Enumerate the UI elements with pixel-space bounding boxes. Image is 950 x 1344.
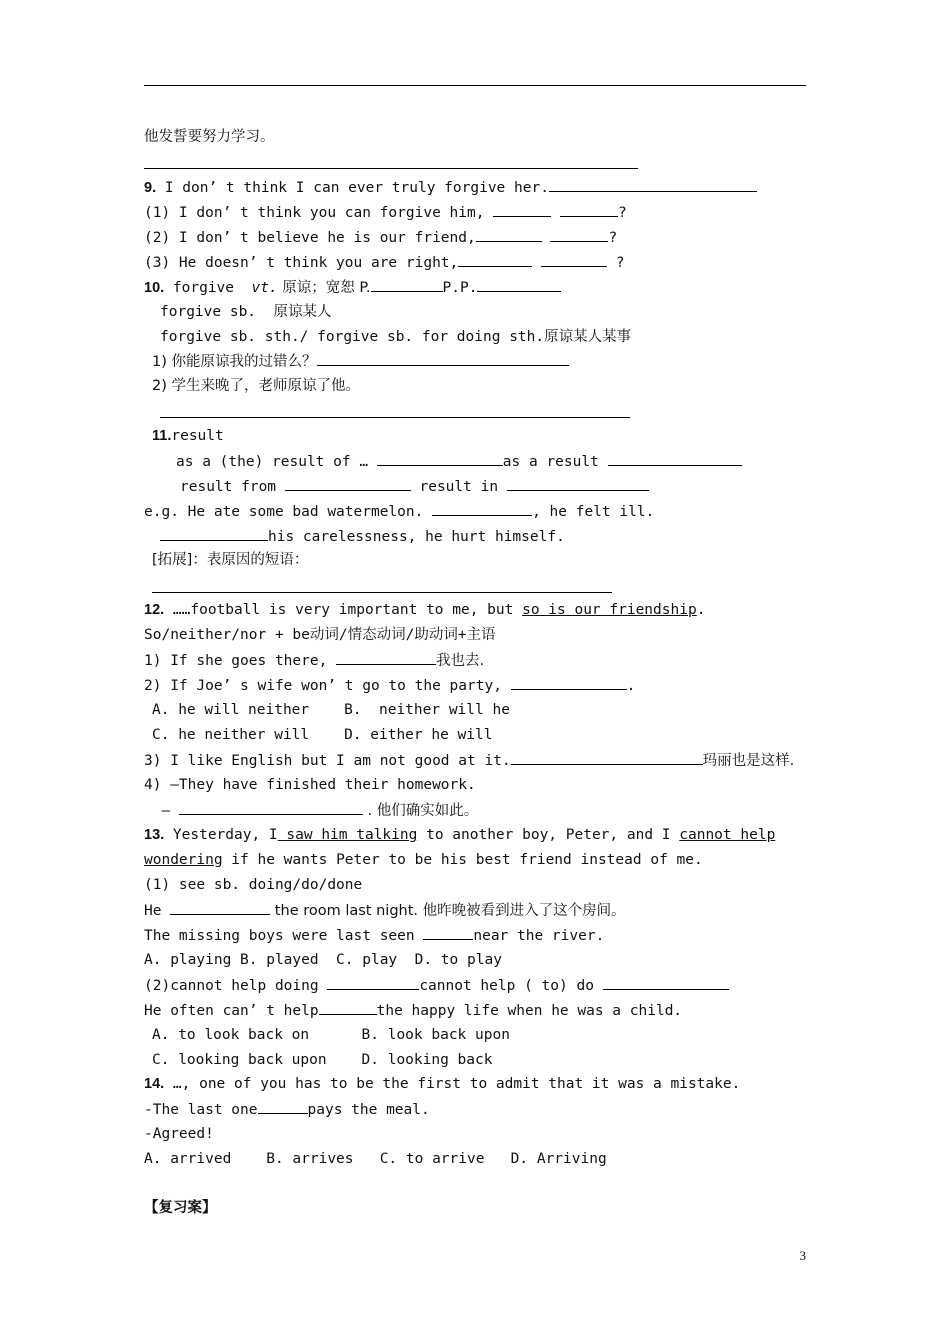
q11-example-1: e.g. He ate some bad watermelon. , he felt ill. <box>144 501 654 522</box>
q9-item-3: (3) He doesn’ t think you are right, ? <box>144 252 624 273</box>
q13-example-2: The missing boys were last seen near the river. <box>144 925 604 946</box>
q12-exercise-3: 3) I like English but I am not good at it. 玛丽也是这样. <box>144 750 794 771</box>
q12-options-2: C. he neither will D. either he will <box>152 727 493 743</box>
q13-line-2: wondering if he wants Peter to be his best friend instead of me. <box>144 852 703 868</box>
q10-usage-1: forgive sb. 原谅某人 <box>160 304 332 320</box>
q13-structure-1: (1) see sb. doing/do/done <box>144 877 363 893</box>
review-heading: 【复习案】 <box>144 1200 217 1216</box>
q12-exercise-1: 1) If she goes there, 我也去. <box>144 650 484 671</box>
q14-line-2: -The last one pays the meal. <box>144 1099 430 1120</box>
q12-exercise-4-reply: – . 他们确实如此。 <box>144 800 478 821</box>
q13-example-3: He often can’ t help the happy life when he was a child. <box>144 1000 682 1021</box>
q10-exercise-1: 1) 你能原谅我的过错么？ <box>152 351 569 372</box>
q13-example-1: He the room last night. 他昨晚被看到进入了这个房间。 <box>144 900 626 921</box>
q14-line: 14. …, one of you has to be the first to admit that it was a mistake. <box>144 1076 741 1092</box>
q10-line: 10. forgive vt. 原谅；宽恕 P. P.P. <box>144 277 561 298</box>
q13-line-1: 13. Yesterday, I saw him talking to another boy, Peter, and I cannot help <box>144 827 776 843</box>
answer-line <box>144 168 638 169</box>
q13-options-1: A. playing B. played C. play D. to play <box>144 952 502 968</box>
intro-line: 他发誓要努力学习。 <box>144 129 275 145</box>
q11-phrases-2: result from result in <box>180 476 649 497</box>
q11-line: 11.result <box>152 428 224 444</box>
q11-phrases-1: as a (the) result of … as a result <box>176 451 742 472</box>
q13-structure-2: (2)cannot help doing cannot help ( to) do <box>144 975 729 996</box>
q14-options: A. arrived B. arrives C. to arrive D. Arriving <box>144 1151 607 1167</box>
q9-item-1: (1) I don’ t think you can forgive him, ? <box>144 202 627 223</box>
q11-example-2: his carelessness, he hurt himself. <box>160 526 565 547</box>
q14-line-3: -Agreed! <box>144 1126 214 1142</box>
q12-line: 12. ……football is very important to me, but so is our friendship. <box>144 602 706 618</box>
q11-extension: [拓展]：表原因的短语： <box>152 552 309 568</box>
q9-item-2: (2) I don’ t believe he is our friend, ? <box>144 227 617 248</box>
page-number: 3 <box>799 1248 806 1263</box>
q10-usage-2: forgive sb. sth./ forgive sb. for doing sth.原谅某人某事 <box>160 329 632 345</box>
answer-line <box>160 417 630 418</box>
top-rule <box>144 85 806 86</box>
q10-exercise-2: 2) 学生来晚了，老师原谅了他。 <box>152 378 360 394</box>
q12-exercise-2: 2) If Joe’ s wife won’ t go to the party, . <box>144 675 635 696</box>
answer-line <box>152 592 612 593</box>
q12-rule: So/neither/nor + be动词/情态动词/助动词+主语 <box>144 627 496 643</box>
q9-line: 9. I don’ t think I can ever truly forgive her. <box>144 177 757 198</box>
q13-options-3: C. looking back upon D. looking back <box>152 1052 493 1068</box>
q13-options-2: A. to look back on B. look back upon <box>152 1027 510 1043</box>
q12-options-1: A. he will neither B. neither will he <box>152 702 510 718</box>
q12-exercise-4: 4) –They have finished their homework. <box>144 777 476 793</box>
